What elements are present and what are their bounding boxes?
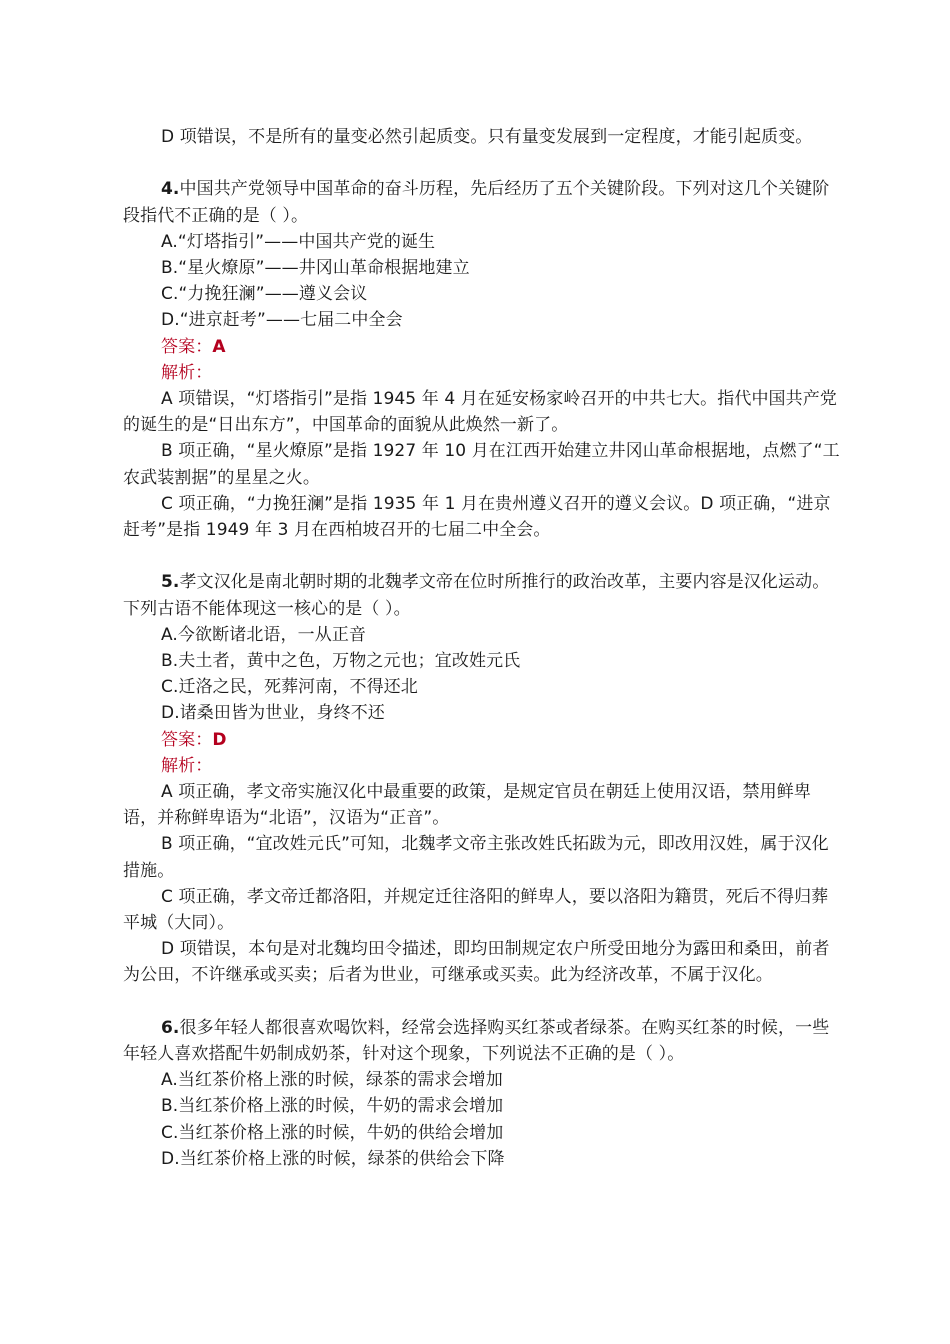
intro-paragraph: D 项错误，不是所有的量变必然引起质变。只有量变发展到一定程度，才能引起质变。: [161, 127, 813, 147]
answer-line: [123, 727, 843, 753]
analysis-paragraph: B 项正确，“星火燎原”是指 1927 年 10 月在江西开始建立井冈山革命根据地，点燃了“工农武装割据”的星星之火。: [123, 441, 840, 488]
option-c: C.当红茶价格上涨的时候，牛奶的供给会增加: [161, 1122, 504, 1143]
spacer: [123, 150, 843, 176]
option-d: D.诸桑田皆为世业，身终不还: [161, 703, 385, 724]
analysis-paragraph: B 项正确，“宜改姓元氏”可知，北魏孝文帝主张改姓氏拓跋为元，即改用汉姓，属于汉化措施。: [123, 834, 829, 881]
analysis-paragraph: D 项错误，本句是对北魏均田令描述，即均田制规定农户所受田地分为露田和桑田，前者为公田，不许继承或买卖；后者为世业，可继承或买卖。此为经济改革，不属于汉化。: [123, 939, 830, 986]
question-number: 4.: [161, 179, 180, 200]
question-number: 5.: [161, 572, 180, 593]
option-b: B.夫土者，黄中之色，万物之元也；宜改姓元氏: [161, 651, 521, 672]
question-5: [123, 569, 843, 988]
question-stem-text: 孝文汉化是南北朝时期的北魏孝文帝在位时所推行的政治改革，主要内容是汉化运动。下列古语不能体现这一核心的是（ ）。: [123, 572, 830, 619]
analysis-paragraph: A 项错误，“灯塔指引”是指 1945 年 4 月在延安杨家岭召开的中共七大。指代中国共产党的诞生的是“日出东方”，中国革命的面貌从此焕然一新了。: [123, 389, 837, 436]
option-d: D.当红茶价格上涨的时候，绿茶的供给会下降: [161, 1148, 505, 1169]
question-number: 6.: [161, 1017, 180, 1038]
answer-value: D: [212, 729, 227, 750]
analysis-label: 解析：: [161, 362, 213, 383]
question-4: [123, 176, 843, 543]
option-b: B.当红茶价格上涨的时候，牛奶的需求会增加: [161, 1096, 504, 1117]
analysis-paragraph: C 项正确，“力挽狂澜”是指 1935 年 1 月在贵州遵义召开的遵义会议。D 项正确，“进京赶考”是指 1949 年 3 月在西柏坡召开的七届二中全会。: [123, 493, 831, 541]
question-6-stem: [123, 1015, 843, 1067]
answer-label: 答案：: [161, 729, 213, 750]
option-c: C.“力挽狂澜”——遵义会议: [161, 284, 368, 305]
question-stem-text: 很多年轻人都很喜欢喝饮料，经常会选择购买红茶或者绿茶。在购买红茶的时候，一些年轻人喜欢搭配牛奶制成奶茶，针对这个现象，下列说法不正确的是（ ）。: [123, 1017, 830, 1065]
option-c: C.迁洛之民，死葬河南，不得还北: [161, 677, 418, 698]
option-a: A.“灯塔指引”——中国共产党的诞生: [161, 231, 436, 252]
answer-label: 答案：: [161, 336, 213, 357]
analysis-paragraph: A 项正确，孝文帝实施汉化中最重要的政策，是规定官员在朝廷上使用汉语，禁用鲜卑语，并称鲜卑语为“北语”，汉语为“正音”。: [123, 782, 811, 829]
question-6: [123, 1015, 843, 1172]
answer-value: A: [212, 336, 226, 357]
spacer: [123, 989, 843, 1015]
option-b: B.“星火燎原”——井冈山革命根据地建立: [161, 258, 470, 278]
analysis-label: 解析：: [161, 755, 213, 776]
answer-line: [123, 334, 843, 360]
option-d: D.“进京赶考”——七届二中全会: [161, 310, 403, 331]
document-content: [123, 124, 843, 1172]
spacer: [123, 543, 843, 569]
question-stem-text: 中国共产党领导中国革命的奋斗历程，先后经历了五个关键阶段。下列对这几个关键阶段指代不正确的是（ ）。: [123, 179, 830, 226]
analysis-paragraph: C 项正确，孝文帝迁都洛阳，并规定迁往洛阳的鲜卑人，要以洛阳为籍贯，死后不得归葬平城（大同）。: [123, 886, 829, 934]
option-a: A.当红茶价格上涨的时候，绿茶的需求会增加: [161, 1070, 503, 1091]
option-a: A.今欲断诸北语，一从正音: [161, 624, 367, 645]
question-4-stem: [123, 176, 843, 228]
question-5-stem: [123, 569, 843, 621]
